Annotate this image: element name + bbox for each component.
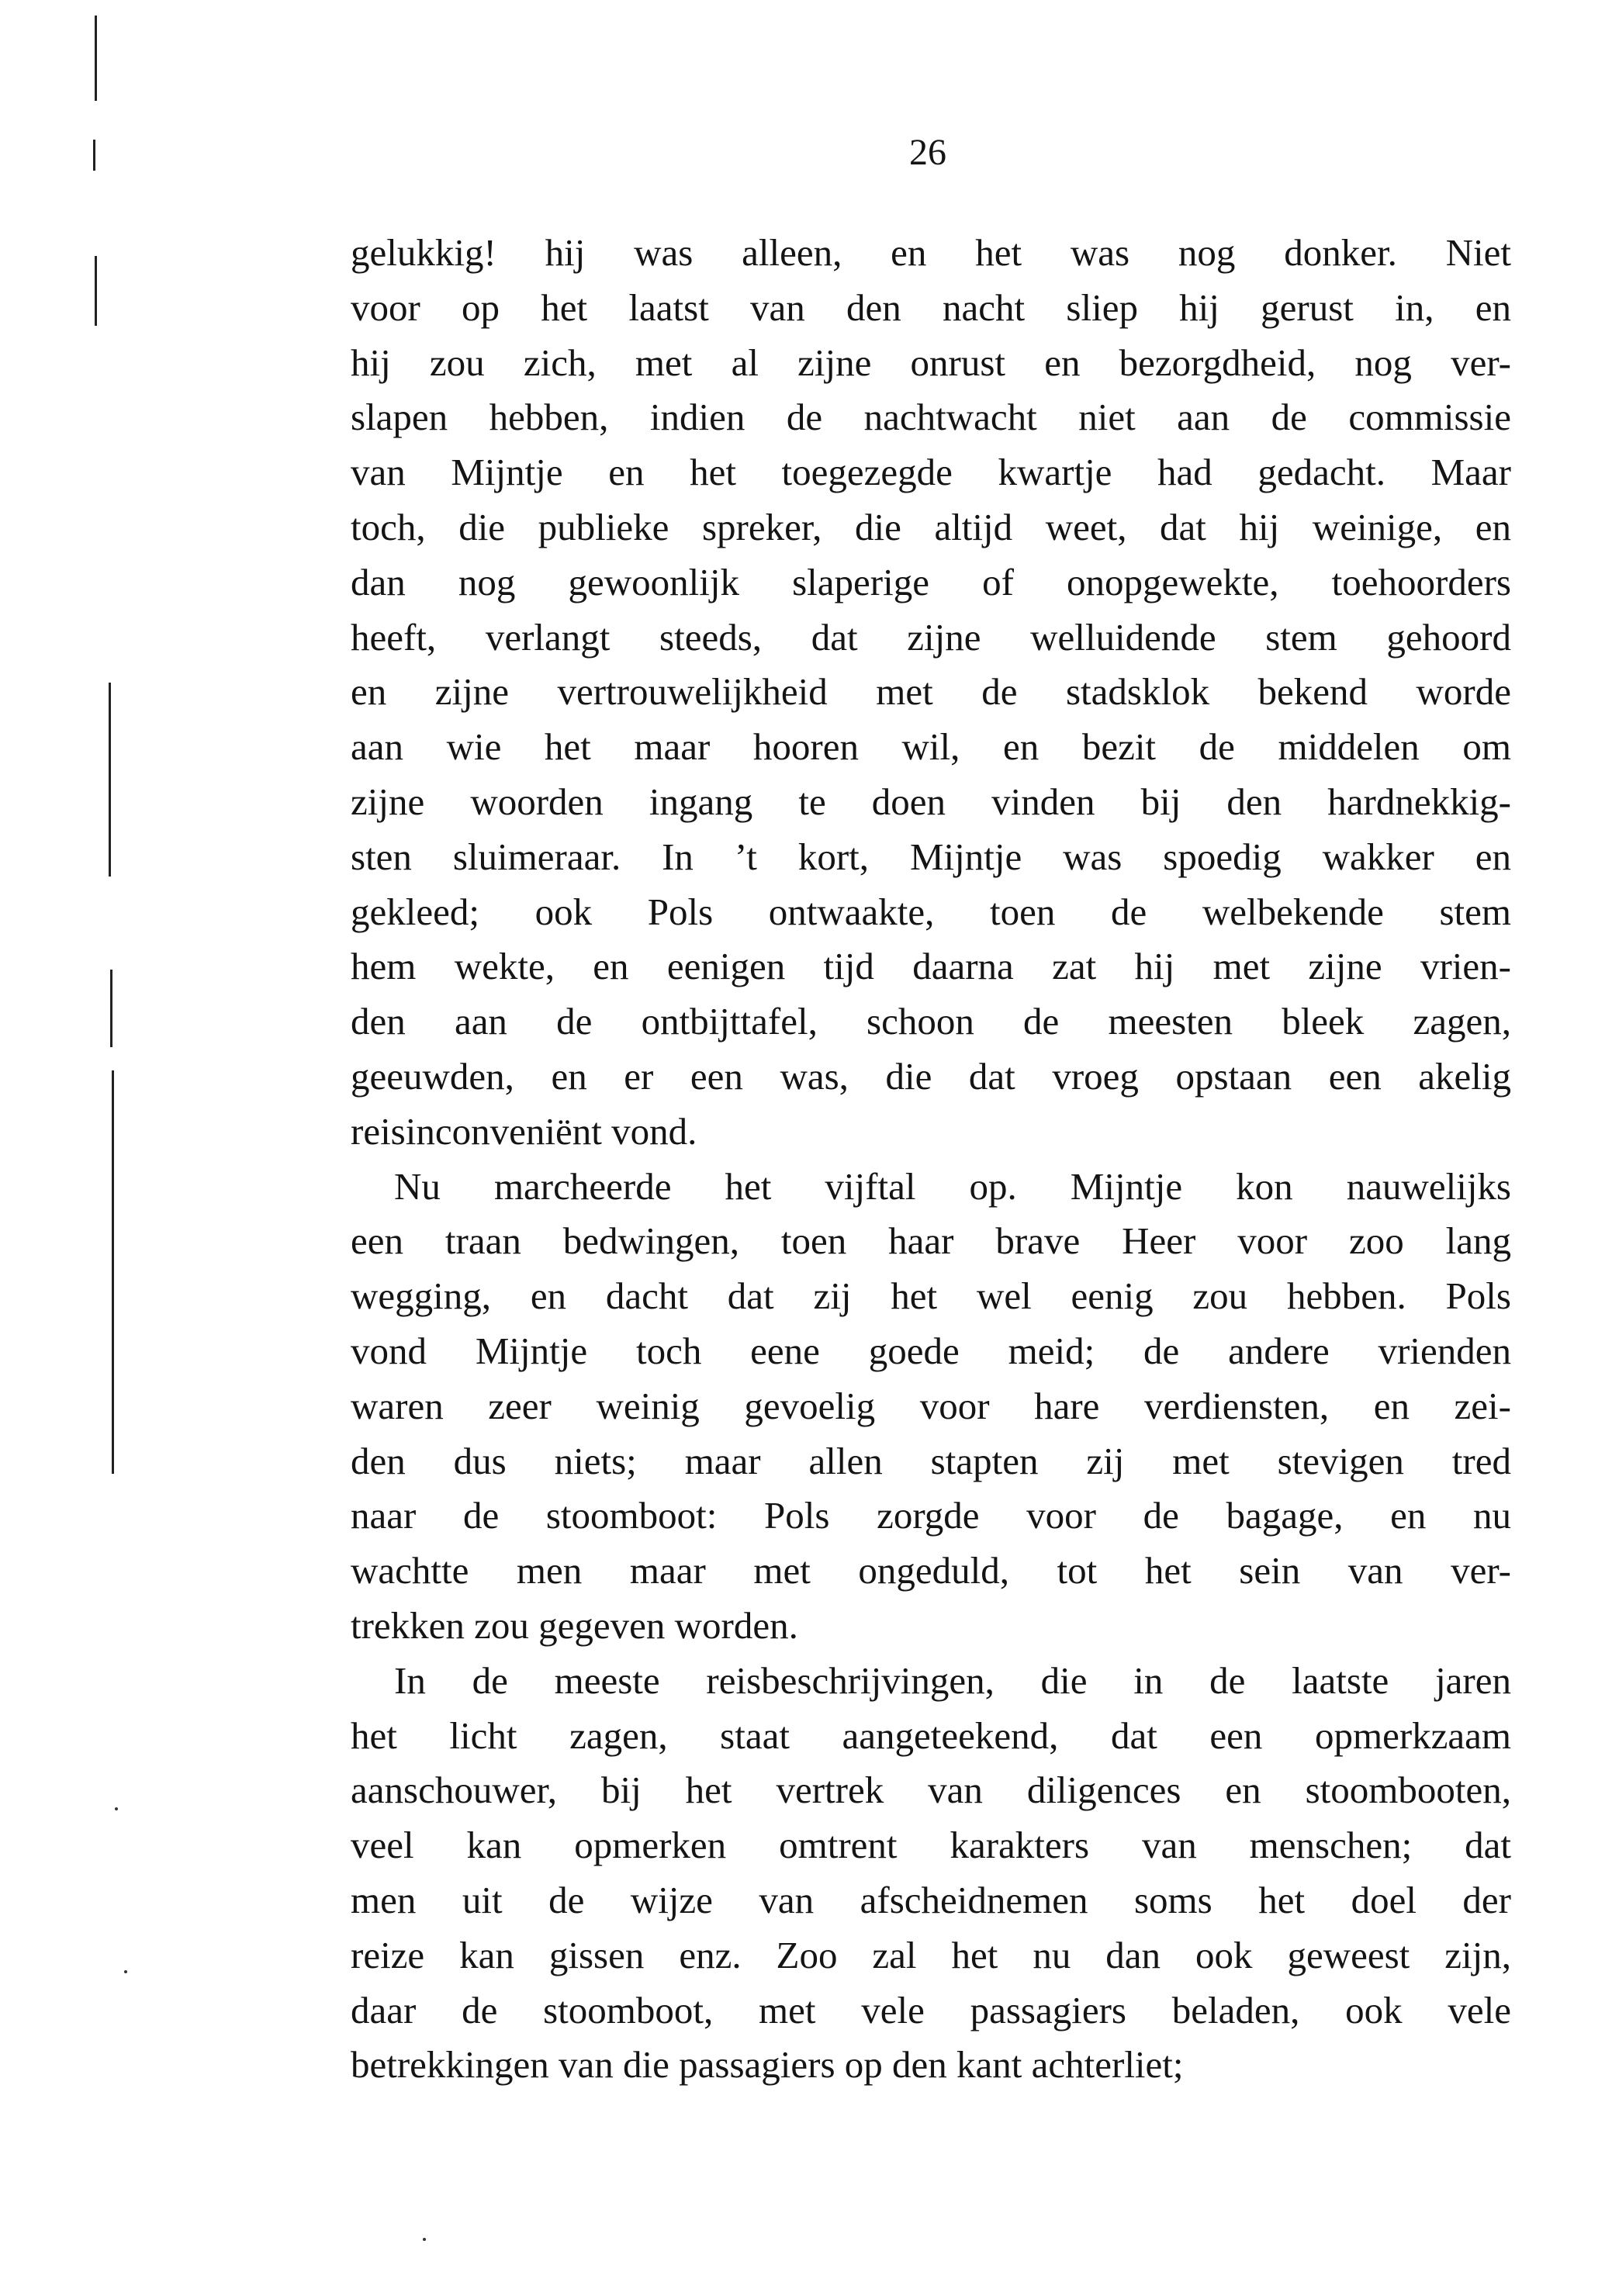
text-line: zijne woorden ingang te doen vinden bij den hardnekkig- [351, 780, 1511, 823]
gutter-line [109, 683, 111, 877]
text-line: hem wekte, en eenigen tijd daarna zat hij met zijne vrien- [351, 945, 1511, 988]
text-line: den aan de ontbijttafel, schoon de meesten bleek zagen, [351, 1000, 1511, 1043]
text-line: men uit de wijze van afscheidnemen soms het doel der [351, 1878, 1511, 1921]
text-line: sten sluimeraar. In ’t kort, Mijntje was spoedig wakker en [351, 835, 1511, 878]
text-line: wachtte men maar met ongeduld, tot het sein van ver- [351, 1549, 1511, 1592]
paragraph [351, 1654, 1511, 2093]
text-line: aan wie het maar hooren wil, en bezit de middelen om [351, 725, 1511, 769]
text-line: voor op het laatst van den nacht sliep hij gerust in, en [351, 285, 1511, 329]
gutter-line [95, 16, 97, 101]
gutter-line [95, 256, 97, 326]
gutter-line [93, 140, 95, 171]
text-line: een traan bedwingen, toen haar brave Heer voor zoo lang [351, 1219, 1511, 1263]
text-line: reisinconveniënt vond. [351, 1109, 697, 1153]
speck [124, 1970, 127, 1973]
text-line: reize kan gissen enz. Zoo zal het nu dan ook geweest zijn, [351, 1933, 1511, 1976]
text-line: den dus niets; maar allen stapten zij met stevigen tred [351, 1439, 1511, 1482]
text-line: In de meeste reisbeschrijvingen, die in de laatste jaren [394, 1658, 1511, 1702]
text-line: veel kan opmerken omtrent karakters van menschen; dat [351, 1824, 1511, 1867]
page-number: 26 [909, 132, 946, 173]
body-text [351, 226, 1511, 2093]
text-line: betrekkingen van die passagiers op den kant achterliet; [351, 2043, 1184, 2087]
text-line: Nu marcheerde het vijftal op. Mijntje kon nauwelijks [394, 1164, 1511, 1208]
gutter-line [112, 1070, 114, 1474]
paragraph [351, 226, 1511, 1160]
text-line: gekleed; ook Pols ontwaakte, toen de welbekende stem [351, 890, 1511, 933]
text-line: heeft, verlangt steeds, dat zijne welluidende stem gehoord [351, 615, 1511, 659]
speck [423, 2238, 426, 2241]
text-line: hij zou zich, met al zijne onrust en bezorgdheid, nog ver- [351, 341, 1511, 384]
text-line: geeuwden, en er een was, die dat vroeg opstaan een akelig [351, 1054, 1511, 1098]
text-line: aanschouwer, bij het vertrek van diligences en stoombooten, [351, 1769, 1511, 1812]
text-line: wegging, en dacht dat zij het wel eenig zou hebben. Pols [351, 1274, 1511, 1318]
text-line: trekken zou gegeven worden. [351, 1603, 798, 1647]
text-line: slapen hebben, indien de nachtwacht niet aan de commissie [351, 396, 1511, 439]
text-line: het licht zagen, staat aangeteekend, dat een opmerkzaam [351, 1713, 1511, 1757]
text-line: waren zeer weinig gevoelig voor hare verdiensten, en zei- [351, 1384, 1511, 1427]
text-line: vond Mijntje toch eene goede meid; de andere vrienden [351, 1329, 1511, 1372]
text-line: toch, die publieke spreker, die altijd weet, dat hij weinige, en [351, 505, 1511, 548]
text-line: en zijne vertrouwelijkheid met de stadsklok bekend worde [351, 670, 1511, 714]
speck [115, 1807, 118, 1810]
text-line: daar de stoomboot, met vele passagiers beladen, ook vele [351, 1988, 1511, 2031]
paragraph [351, 1160, 1511, 1654]
text-line: dan nog gewoonlijk slaperige of onopgewekte, toehoorders [351, 560, 1511, 603]
gutter-line [110, 970, 112, 1047]
text-line: van Mijntje en het toegezegde kwartje had gedacht. Maar [351, 451, 1511, 494]
text-line: naar de stoomboot: Pols zorgde voor de bagage, en nu [351, 1494, 1511, 1537]
text-line: gelukkig! hij was alleen, en het was nog donker. Niet [351, 231, 1511, 274]
